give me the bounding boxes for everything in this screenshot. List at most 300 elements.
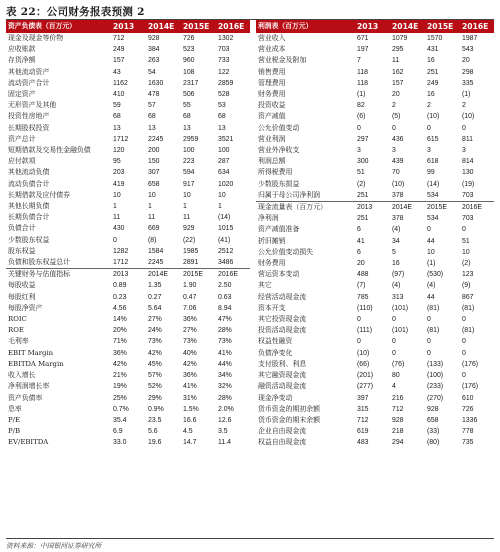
cell-value: 1282	[113, 247, 129, 255]
row-label: 营业成本	[258, 45, 286, 54]
table-row	[6, 404, 250, 415]
cell-value: 95	[113, 158, 121, 166]
header-row	[256, 20, 494, 33]
row-label: 投资活动现金流	[258, 326, 307, 335]
cell-value: 122	[218, 68, 230, 76]
row-label: 其它	[258, 281, 272, 290]
cell-value: 534	[427, 215, 439, 223]
cell-value: (101)	[392, 327, 409, 335]
cell-value: 251	[427, 68, 439, 76]
table-row	[256, 325, 494, 336]
cell-value: 378	[392, 191, 404, 199]
cell-value: 162	[392, 68, 404, 76]
cell-value: 100	[183, 147, 195, 155]
cell-value: 7	[357, 57, 361, 65]
table-row	[256, 78, 494, 89]
cell-value: 0	[392, 349, 396, 357]
cell-value: (33)	[427, 428, 440, 436]
cell-value: 439	[392, 158, 404, 166]
cell-value: 99	[427, 169, 435, 177]
table-row	[6, 67, 250, 78]
cell-value: 814	[462, 158, 474, 166]
cell-value: 251	[357, 191, 369, 199]
table-row	[6, 223, 250, 234]
table-row	[256, 123, 494, 134]
row-label: 资产负债表（百万元）	[6, 20, 110, 33]
cell-value: (5)	[392, 113, 401, 121]
table-row	[256, 393, 494, 404]
row-label: 营业利润	[258, 134, 286, 143]
table-row	[256, 348, 494, 359]
cell-value: 44%	[218, 360, 232, 368]
table-row	[6, 314, 250, 325]
cell-value: 0	[392, 338, 396, 346]
table-row	[6, 134, 250, 145]
cell-value: 20%	[113, 327, 127, 335]
cell-value: 295	[392, 46, 404, 54]
row-label: 固定资产	[8, 90, 36, 99]
table-row	[6, 336, 250, 347]
cell-value: 712	[113, 35, 125, 42]
cell-value: (10)	[462, 113, 475, 121]
cell-value: 249	[427, 79, 439, 87]
cell-value: 384	[148, 46, 160, 54]
row-label: ROIC	[8, 315, 27, 324]
cell-value: 506	[183, 91, 195, 99]
cell-value: 36%	[183, 372, 197, 380]
table-row	[256, 44, 494, 55]
cell-value: 2512	[218, 247, 234, 255]
cell-value: 2891	[183, 259, 199, 267]
table-row	[6, 167, 250, 178]
cell-value: 3	[462, 147, 466, 155]
table-row	[6, 280, 250, 291]
table-row	[256, 67, 494, 78]
cell-value: 249	[113, 46, 125, 54]
cell-value: 4.56	[113, 304, 127, 312]
cell-value: (101)	[392, 304, 409, 312]
cell-value: 671	[357, 35, 369, 42]
cell-value: 36%	[113, 349, 127, 357]
table-row	[256, 247, 494, 258]
cell-value: 2013	[354, 20, 389, 33]
row-label: 净利润增长率	[8, 382, 50, 391]
cell-value: 11	[392, 57, 400, 65]
cell-value: (201)	[357, 372, 374, 380]
cell-value: 0	[113, 236, 117, 244]
row-label: 营运资本变动	[258, 270, 300, 279]
cell-value: (22)	[183, 236, 196, 244]
row-label: 营业税金及附加	[258, 56, 307, 65]
table-row	[256, 236, 494, 247]
cell-value: 703	[462, 215, 474, 223]
table-row	[6, 111, 250, 122]
cell-value: 658	[427, 416, 439, 424]
cell-value: 36%	[183, 316, 197, 324]
cell-value: 40%	[183, 349, 197, 357]
cell-value: 28%	[218, 327, 232, 335]
balance-sheet-table	[6, 20, 250, 449]
cell-value: 298	[462, 68, 474, 76]
cell-value: 108	[183, 68, 195, 76]
cell-value: 57%	[148, 372, 162, 380]
cell-value: 0	[462, 226, 466, 234]
cell-value: (14)	[427, 180, 440, 188]
cell-value: 2859	[218, 79, 234, 87]
cell-value: (19)	[462, 180, 475, 188]
cell-value: 263	[148, 57, 160, 65]
cell-value: 1079	[392, 35, 408, 42]
cell-value: 29%	[148, 394, 162, 402]
cell-value: 0	[427, 349, 431, 357]
cell-value: 610	[462, 394, 474, 402]
cell-value: (1)	[462, 91, 471, 99]
cell-value: (133)	[427, 360, 444, 368]
row-label: 货币资金的期末余额	[258, 415, 321, 424]
cell-value: 0	[462, 372, 466, 380]
cell-value: 157	[392, 79, 404, 87]
cell-value: 1.5%	[183, 405, 199, 413]
cell-value: 54	[148, 68, 156, 76]
cell-value: 2013	[110, 269, 145, 281]
cell-value: 16	[392, 260, 400, 268]
cell-value: 197	[357, 46, 369, 54]
row-label: 负债净变化	[258, 348, 293, 357]
cell-value: 307	[148, 169, 160, 177]
table-row	[256, 258, 494, 269]
cell-value: 335	[462, 79, 474, 87]
row-label: 营业收入	[258, 34, 286, 42]
table-row	[6, 89, 250, 100]
cell-value: (110)	[357, 304, 373, 312]
row-label: 其它融资现金流	[258, 371, 307, 380]
row-label: 其他长期负债	[8, 202, 50, 211]
cell-value: 615	[427, 135, 439, 143]
cell-value: 42%	[148, 349, 162, 357]
table-row	[6, 359, 250, 370]
cell-value: 928	[427, 405, 439, 413]
cell-value: (66)	[357, 360, 370, 368]
cell-value: 14%	[113, 316, 127, 324]
cell-value: 70	[392, 169, 400, 177]
cell-value: 35.4	[113, 416, 127, 424]
table-row	[256, 404, 494, 415]
table-row	[6, 145, 250, 156]
cell-value: 3	[357, 147, 361, 155]
cell-value: (97)	[392, 271, 405, 279]
cell-value: 0	[357, 316, 361, 324]
cell-value: 16	[427, 57, 435, 65]
table-row	[256, 303, 494, 314]
row-label: 每股收益	[8, 281, 36, 290]
cell-value: 123	[462, 271, 474, 279]
table-row	[6, 190, 250, 201]
cell-value: 10	[183, 191, 191, 199]
row-label: 财务费用	[258, 90, 286, 99]
cell-value: 2015E	[180, 20, 215, 33]
cell-value: (1)	[357, 91, 366, 99]
table-row	[6, 426, 250, 437]
cell-value: 712	[392, 405, 404, 413]
cell-value: (81)	[427, 327, 440, 335]
cell-value: 68	[218, 113, 226, 121]
cell-value: 1	[148, 203, 152, 211]
cell-value: 130	[462, 169, 474, 177]
cell-value: 0.47	[183, 293, 197, 301]
cell-value: 73%	[218, 338, 232, 346]
cell-value: 917	[183, 180, 195, 188]
cell-value: 10	[427, 248, 435, 256]
cell-value: (6)	[357, 113, 366, 121]
cell-value: 2015E	[180, 269, 215, 281]
row-label: 少数股东权益	[8, 235, 50, 244]
cell-value: 0	[392, 124, 396, 132]
cell-value: 0.9%	[148, 405, 164, 413]
cell-value: 73%	[148, 338, 162, 346]
cell-value: 82	[357, 102, 365, 110]
cell-value: 1985	[183, 247, 199, 255]
row-label: 负债合计	[8, 224, 36, 233]
cell-value: 73%	[183, 338, 197, 346]
table-row	[256, 370, 494, 381]
cell-value: 735	[462, 439, 474, 447]
row-label: 归属于母公司净利润	[258, 190, 321, 199]
cell-value: 13	[183, 124, 191, 132]
table-row	[256, 280, 494, 291]
header-row	[6, 20, 250, 33]
cell-value: 5.64	[148, 304, 162, 312]
cell-value: (7)	[357, 282, 366, 290]
cell-value: (1)	[427, 260, 436, 268]
cell-value: 13	[113, 124, 121, 132]
cell-value: 315	[357, 405, 369, 413]
row-label: 权益自由现金流	[258, 438, 307, 447]
cell-value: 0	[427, 316, 431, 324]
cell-value: 2	[392, 102, 396, 110]
cell-value: (530)	[427, 271, 444, 279]
table-row	[256, 111, 494, 122]
cell-value: 726	[462, 405, 474, 413]
table-row	[256, 415, 494, 426]
cell-value: (81)	[427, 304, 440, 312]
cell-value: 11	[183, 214, 191, 222]
row-label: 负债和股东权益总计	[8, 258, 71, 267]
cell-value: 618	[427, 158, 439, 166]
cell-value: 251	[357, 215, 369, 223]
cell-value: 27%	[148, 316, 162, 324]
table-row	[256, 381, 494, 392]
cell-value: 294	[392, 439, 404, 447]
cell-value: 2014E	[389, 202, 424, 214]
row-label: 股东权益	[8, 246, 36, 255]
cell-value: 2013	[110, 20, 145, 33]
cell-value: (176)	[462, 383, 479, 391]
cell-value: 42%	[113, 360, 127, 368]
cell-value: 1570	[427, 35, 443, 42]
row-label: 销售费用	[258, 67, 286, 76]
row-label: 财务费用	[258, 259, 286, 268]
cell-value: 2015E	[424, 20, 459, 33]
row-label: 应收账款	[8, 45, 36, 54]
income-cashflow-table	[256, 20, 494, 449]
table-row	[256, 33, 494, 44]
table-row	[256, 224, 494, 235]
row-label: 融资活动现金流	[258, 382, 307, 391]
cell-value: 2016E	[215, 20, 250, 33]
cell-value: 0	[462, 349, 466, 357]
table-row	[6, 257, 250, 269]
row-label: 资本开支	[258, 303, 286, 312]
cell-value: 2014E	[389, 20, 424, 33]
cell-value: 19%	[113, 383, 127, 391]
row-label: 营业外净收支	[258, 146, 300, 155]
cell-value: 1020	[218, 180, 234, 188]
table-row	[6, 370, 250, 381]
cell-value: 6	[357, 226, 361, 234]
cell-value: 430	[113, 225, 125, 233]
row-label: P/B	[8, 427, 21, 436]
cell-value: 0.63	[218, 293, 232, 301]
cell-value: 59	[113, 102, 121, 110]
cell-value: 2245	[148, 259, 164, 267]
cell-value: 55	[183, 102, 191, 110]
cell-value: 436	[392, 135, 404, 143]
row-label: 现金及现金等价物	[8, 34, 64, 42]
cell-value: (8)	[148, 236, 157, 244]
cell-value: 431	[427, 46, 439, 54]
cell-value: 1987	[462, 35, 478, 42]
cell-value: 28%	[218, 394, 232, 402]
cell-value: 0	[427, 226, 431, 234]
row-label: 企业自由现金流	[258, 427, 307, 436]
cell-value: 658	[148, 180, 160, 188]
cell-value: 1336	[462, 416, 478, 424]
cell-value: 0	[392, 316, 396, 324]
row-label: 流动资产合计	[8, 78, 50, 87]
cell-value: 2.50	[218, 282, 232, 290]
cell-value: (76)	[392, 360, 405, 368]
table-row	[256, 314, 494, 325]
cell-value: 0	[357, 124, 361, 132]
cell-value: 2317	[183, 79, 199, 87]
table-row	[6, 78, 250, 89]
row-label: 短期借款及交易性金融负债	[8, 146, 91, 155]
row-label: 利润总额	[258, 157, 286, 166]
cell-value: 1162	[113, 79, 128, 87]
table-row	[256, 100, 494, 111]
cell-value: 785	[357, 293, 369, 301]
row-label: 其它投资现金流	[258, 315, 307, 324]
row-label: 长期借款及应付债券	[8, 190, 71, 199]
cell-value: 11	[113, 214, 121, 222]
cell-value: 1.35	[148, 282, 162, 290]
cell-value: 57	[148, 102, 156, 110]
row-label: 公允价值变动损失	[258, 247, 314, 256]
row-label: 货币资金的期初余额	[258, 404, 321, 413]
row-label: EV/EBITDA	[8, 438, 49, 447]
cell-value: 120	[113, 147, 125, 155]
table-row	[256, 213, 494, 224]
cell-value: 200	[148, 147, 160, 155]
cell-value: 23.5	[148, 416, 162, 424]
cell-value: 25%	[113, 394, 127, 402]
cell-value: 218	[392, 428, 404, 436]
table-row	[256, 89, 494, 100]
table-row	[6, 303, 250, 314]
cell-value: (14)	[218, 214, 231, 222]
table-row	[256, 437, 494, 448]
cell-value: 223	[183, 158, 195, 166]
row-label: 投资收益	[258, 101, 286, 110]
cell-value: 2	[462, 102, 466, 110]
row-label: 应付款项	[8, 157, 36, 166]
cell-value: (4)	[392, 282, 401, 290]
cell-value: 150	[148, 158, 160, 166]
cell-value: 14.7	[183, 439, 197, 447]
cell-value: 287	[218, 158, 230, 166]
row-label: 其他流动资产	[8, 67, 50, 76]
row-label: 所得税费用	[258, 168, 293, 177]
cell-value: 11	[148, 214, 156, 222]
cell-value: 1.90	[183, 282, 197, 290]
cell-value: 16	[427, 91, 435, 99]
row-label: 折旧摊销	[258, 236, 286, 245]
cell-value: 0.23	[113, 293, 127, 301]
row-label: 资产总计	[8, 134, 36, 143]
cell-value: (100)	[427, 372, 444, 380]
cell-value: 41	[357, 237, 365, 245]
cell-value: 203	[113, 169, 125, 177]
cell-value: 0	[427, 124, 431, 132]
table-row	[6, 44, 250, 55]
cell-value: (176)	[462, 360, 479, 368]
cell-value: 1	[183, 203, 187, 211]
cell-value: 44	[427, 293, 435, 301]
cell-value: (4)	[392, 226, 401, 234]
row-label: EBIT Margin	[8, 348, 54, 357]
cell-value: 216	[392, 394, 404, 402]
row-label: 每股净资产	[8, 303, 43, 312]
cell-value: 726	[183, 35, 195, 42]
cell-value: 928	[392, 416, 404, 424]
cell-value: 712	[357, 416, 369, 424]
row-label: 资产减值	[258, 112, 286, 121]
cell-value: (9)	[462, 282, 471, 290]
cell-value: 68	[148, 113, 156, 121]
cell-value: 34	[392, 237, 400, 245]
row-label: 流动负债合计	[8, 179, 50, 188]
cell-value: 68	[183, 113, 191, 121]
cell-value: 1	[218, 203, 222, 211]
row-label: 利润表（百万元）	[256, 20, 354, 33]
cell-value: 44	[427, 237, 435, 245]
cell-value: 2016E	[459, 202, 494, 214]
cell-value: (277)	[357, 383, 374, 391]
row-label: 净利润	[258, 214, 279, 223]
cell-value: 4	[392, 383, 396, 391]
cell-value: 100	[218, 147, 230, 155]
table-row	[6, 201, 250, 212]
row-label: 经营活动现金流	[258, 292, 307, 301]
cell-value: 2245	[148, 135, 164, 143]
cell-value: 2016E	[459, 20, 494, 33]
cell-value: 669	[148, 225, 160, 233]
cell-value: 47%	[218, 316, 232, 324]
table-row	[256, 336, 494, 347]
cell-value: 594	[183, 169, 195, 177]
cell-value: (81)	[462, 327, 475, 335]
cell-value: 43	[113, 68, 121, 76]
